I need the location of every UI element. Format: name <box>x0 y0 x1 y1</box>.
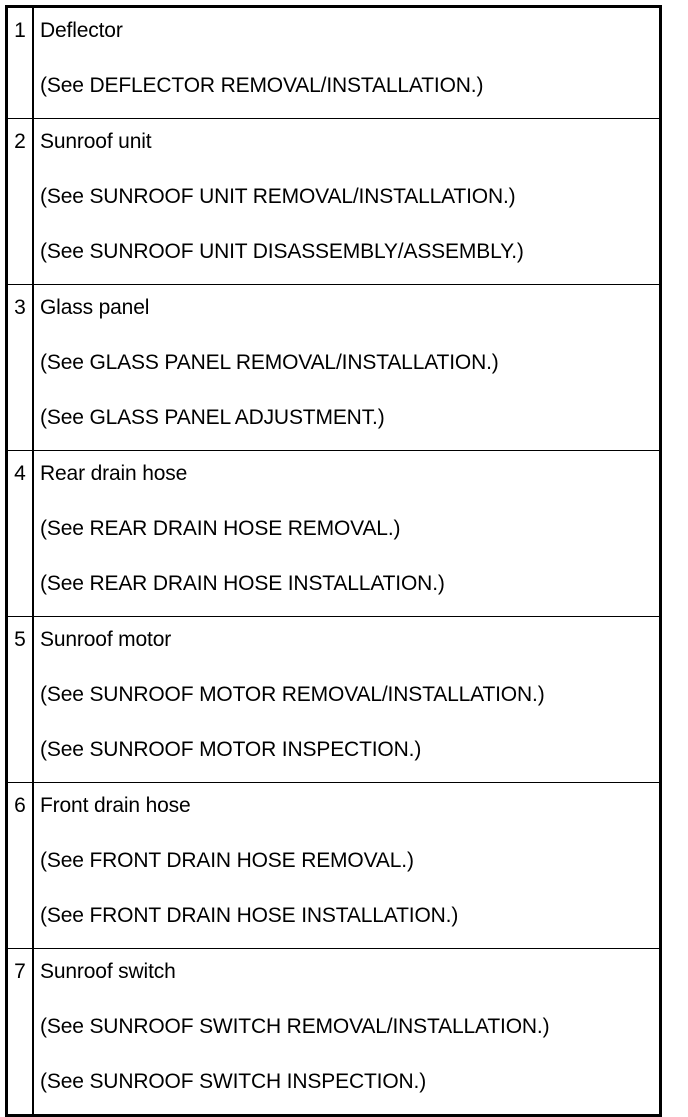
part-reference-link[interactable]: (See GLASS PANEL ADJUSTMENT.) <box>40 406 385 429</box>
part-content-cell <box>33 617 661 783</box>
part-number: 7 <box>14 960 26 983</box>
part-row-7 <box>7 949 661 1116</box>
part-number-cell <box>7 451 34 617</box>
part-reference-link[interactable]: (See GLASS PANEL REMOVAL/INSTALLATION.) <box>40 351 499 374</box>
part-row-3 <box>7 285 661 451</box>
part-content-cell <box>33 949 661 1116</box>
part-name: Front drain hose <box>40 794 191 817</box>
part-reference-link[interactable]: (See SUNROOF UNIT REMOVAL/INSTALLATION.) <box>40 185 516 208</box>
part-number: 2 <box>14 130 26 153</box>
parts-table-body <box>7 7 661 1116</box>
part-content-cell <box>33 783 661 949</box>
part-name: Sunroof unit <box>40 130 152 153</box>
part-reference-link[interactable]: (See SUNROOF SWITCH REMOVAL/INSTALLATION.) <box>40 1015 550 1038</box>
part-reference-link[interactable]: (See REAR DRAIN HOSE REMOVAL.) <box>40 517 401 540</box>
part-reference-link[interactable]: (See FRONT DRAIN HOSE REMOVAL.) <box>40 849 414 872</box>
part-reference-link[interactable]: (See SUNROOF UNIT DISASSEMBLY/ASSEMBLY.) <box>40 240 524 263</box>
part-name: Rear drain hose <box>40 462 188 485</box>
part-name: Sunroof motor <box>40 628 172 651</box>
parts-table <box>5 5 662 1117</box>
part-number-cell <box>7 617 34 783</box>
part-row-1 <box>7 7 661 119</box>
part-number-cell <box>7 119 34 285</box>
part-name: Sunroof switch <box>40 960 176 983</box>
part-number-cell <box>7 783 34 949</box>
part-content-cell <box>33 285 661 451</box>
part-row-5 <box>7 617 661 783</box>
part-reference-link[interactable]: (See SUNROOF MOTOR REMOVAL/INSTALLATION.) <box>40 683 545 706</box>
part-number-cell <box>7 7 34 119</box>
part-reference-link[interactable]: (See DEFLECTOR REMOVAL/INSTALLATION.) <box>40 74 484 97</box>
part-number-cell <box>7 949 34 1116</box>
part-number: 5 <box>14 628 26 651</box>
part-number: 3 <box>14 296 26 319</box>
part-number-cell <box>7 285 34 451</box>
part-row-6 <box>7 783 661 949</box>
part-reference-link[interactable]: (See FRONT DRAIN HOSE INSTALLATION.) <box>40 904 459 927</box>
part-number: 4 <box>14 462 26 485</box>
part-content-cell <box>33 451 661 617</box>
part-content-cell <box>33 119 661 285</box>
part-name: Deflector <box>40 19 123 42</box>
part-number: 6 <box>14 794 26 817</box>
part-number: 1 <box>14 19 26 42</box>
part-row-2 <box>7 119 661 285</box>
part-name: Glass panel <box>40 296 150 319</box>
part-reference-link[interactable]: (See SUNROOF SWITCH INSPECTION.) <box>40 1070 427 1093</box>
part-row-4 <box>7 451 661 617</box>
part-reference-link[interactable]: (See REAR DRAIN HOSE INSTALLATION.) <box>40 572 445 595</box>
part-reference-link[interactable]: (See SUNROOF MOTOR INSPECTION.) <box>40 738 422 761</box>
part-content-cell <box>33 7 661 119</box>
